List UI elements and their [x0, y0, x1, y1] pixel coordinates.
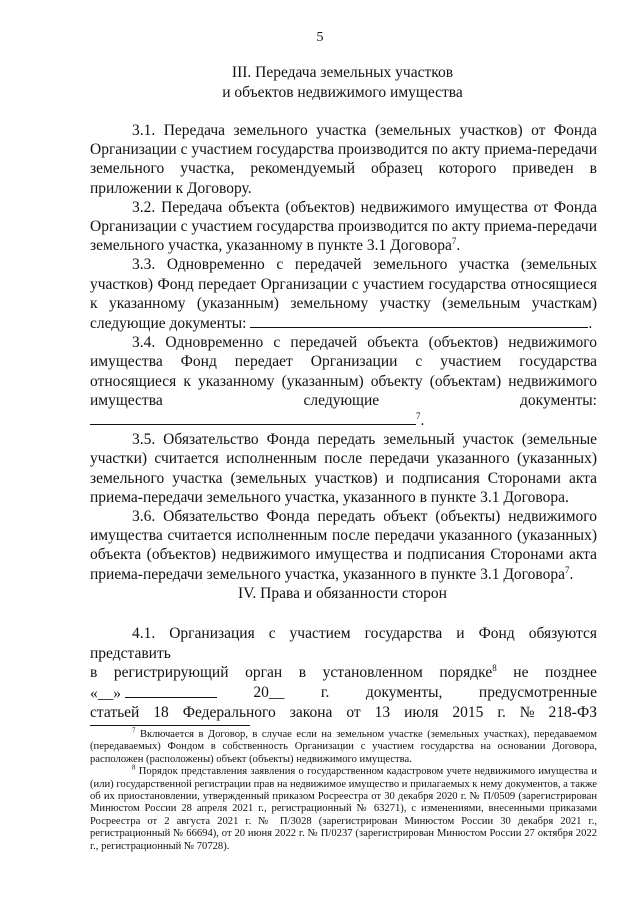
section-3-title [90, 63, 595, 103]
section-4-body [90, 624, 597, 723]
paragraph-4-1-line-2: в регистрирующий орган в установленном порядке$^8$ не позднее [90, 662, 597, 681]
footnote-ref-7: 7 [416, 410, 421, 421]
paragraph-3-1: 3.1. Передача земельного участка (земельных участков) от Фонда Организации с участием государства производится по акту приема-передачи земельного участка, рекомендуемый образец которого приведен в приложении к Договору. [90, 122, 597, 197]
paragraph-3-5: 3.5. Обязательство Фонда передать земельный участок (земельные участки) считается исполненным после передачи указанного (указанных) земельного участка (земельных участков) и подписания Сторонами акта приема-передачи земельного участка, указанного в пункте 3.1 Договора. [90, 431, 597, 506]
documents-blank-line [90, 410, 416, 425]
footnote-8: $^8$ Порядок представления заявления о государственном кадастровом учете недвижимого имущества и (или) государственной регистрации прав на недвижимое имущество и прилагаемых к нему документов, а также об их приостановлении, утвержденный приказом Росреестра от 30 декабря 2020 г. № П/0509 (зарегистрирован Минюстом России 28 апреля 2021 г., регистрационный № 63271), с изменениями, внесенными приказами Росреестра от 2 августа 2021 г. № П/3028 (зарегистрирован Минюстом России 30 декабря 2021 г., регистрационный № 66694), от 20 июня 2022 г. № П/0237 (зарегистрирован Минюстом России 27 октября 2022 г., регистрационный № 70728). [90, 763, 598, 852]
footnote-7: $^7$ Включается в Договор, в случае если на земельном участке (земельных участках), передаваемом (передаваемых) Фондом в собственность Организации с участием государства на основании Договора, расположен (расположены) объект (объекты) недвижимого имущества. [90, 726, 598, 765]
section-4-title: IV. Права и обязанности сторон [238, 585, 447, 602]
paragraph-3-6: 3.6. Обязательство Фонда передать объект (объекты) недвижимого имущества считается исполненным после передачи указанного (указанных) объекта (объектов) недвижимого имущества и подписания Сторонами акта приема-передачи земельного участка, указанного в пункте 3.1 Договора$^7$. [90, 508, 597, 583]
paragraph-3-3: 3.3. Одновременно с передачей земельного участка (земельных участков) Фонд передает Организации с участием государства относящиеся к указанному (указанным) земельному участку (земельным участкам) следующие документы: . [90, 256, 597, 333]
footnote-ref-7: 7 [564, 564, 570, 575]
paragraph-4-1-line-4: статьей 18 Федерального закона от 13 июля 2015 г. № 218-ФЗ [90, 704, 597, 721]
paragraph-4-1-line-1: 4.1. Организация с участием государства и Фонд обязуются представить [90, 625, 597, 662]
footnote-separator [90, 725, 250, 726]
section-3-title-line-1: III. Передача земельных участков [231, 64, 454, 81]
documents-blank-line [250, 313, 588, 328]
section-3-body [90, 121, 597, 584]
page-number: 5 [316, 30, 324, 45]
paragraph-3-4: 3.4. Одновременно с передачей объекта (объектов) недвижимого имущества Фонд передает Организации с участием государства относящиеся к указанному (указанным) объекту (объектам) недвижимого имущества следующие документы: $^7$. [90, 334, 597, 430]
footnote-ref-7: 7 [451, 236, 457, 247]
paragraph-4-1-line-3: «__» 20__ г. документы, предусмотренные [90, 683, 597, 702]
footnotes [90, 726, 598, 853]
section-3-title-line-2: и объектов недвижимого имущества [222, 84, 463, 101]
date-blank-line [125, 683, 217, 698]
paragraph-3-2: 3.2. Передача объекта (объектов) недвижимого имущества от Фонда Организации с участием государства производится по акту приема-передачи земельного участка, указанному в пункте 3.1 Договора$^7$. [90, 198, 597, 255]
footnote-ref-8: 8 [492, 662, 497, 673]
